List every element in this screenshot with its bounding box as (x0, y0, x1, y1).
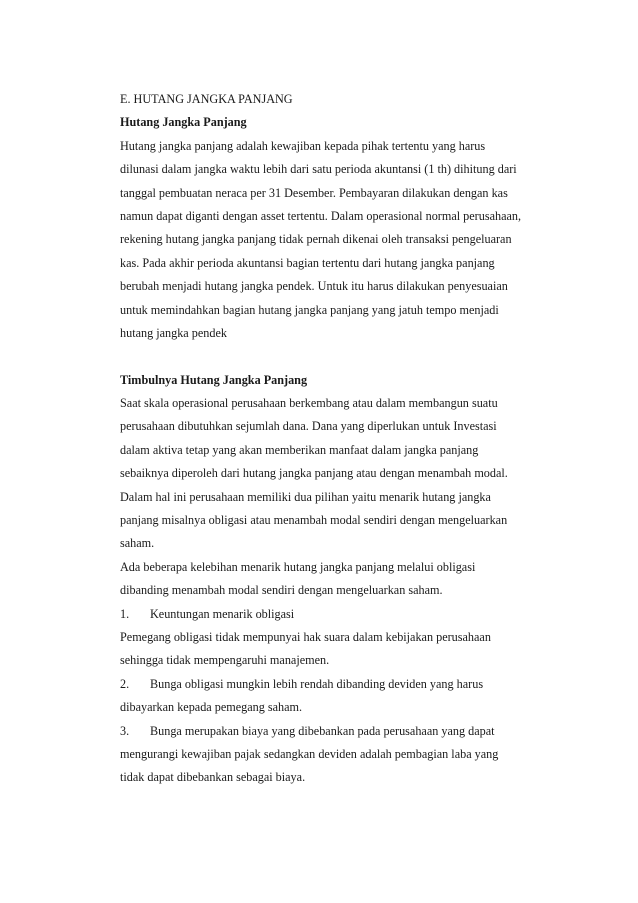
paragraph-line: rekening hutang jangka panjang tidak pernah dikenai oleh transaksi pengeluaran (120, 232, 512, 247)
list-item-body-line: sehingga tidak mempengaruhi manajemen. (120, 653, 330, 668)
paragraph-line: berubah menjadi hutang jangka pendek. Untuk itu harus dilakukan penyesuaian (120, 279, 508, 294)
paragraph-timbulnya (120, 392, 560, 603)
list-item-body-line: mengurangi kewajiban pajak sedangkan deviden adalah pembagian laba yang (120, 746, 499, 761)
paragraph-line: dilunasi dalam jangka waktu lebih dari satu perioda akuntansi (1 th) dihitung dari (120, 162, 517, 177)
list-item (120, 603, 560, 673)
blank-line (120, 345, 560, 368)
paragraph-line: perusahaan dibutuhkan sejumlah dana. Dana yang diperlukan untuk Investasi (120, 419, 497, 434)
paragraph-line: Hutang jangka panjang adalah kewajiban kepada pihak tertentu yang harus (120, 138, 486, 153)
paragraph-line: dibanding menambah modal sendiri dengan mengeluarkan saham. (120, 583, 443, 598)
list-item (120, 673, 560, 720)
paragraph-line: Ada beberapa kelebihan menarik hutang jangka panjang melalui obligasi (120, 559, 476, 574)
paragraph-line: Saat skala operasional perusahaan berkembang atau dalam membangun suatu (120, 396, 498, 411)
paragraph-line: saham. (120, 536, 155, 551)
list-item-heading (120, 603, 560, 626)
paragraph-line: Dalam hal ini perusahaan memiliki dua pilihan yaitu menarik hutang jangka (120, 489, 491, 504)
list-number: 1. (120, 606, 130, 621)
subheading-hutang-jangka-panjang: Hutang Jangka Panjang (120, 115, 247, 130)
list-item-title: Keuntungan menarik obligasi (150, 606, 295, 621)
numbered-list (120, 603, 560, 790)
paragraph-line: sebaiknya diperoleh dari hutang jangka panjang atau dengan menambah modal. (120, 466, 508, 481)
list-number: 2. (120, 676, 130, 691)
paragraph-line: panjang misalnya obligasi atau menambah modal sendiri dengan mengeluarkan (120, 513, 508, 528)
list-item-body-line: dibayarkan kepada pemegang saham. (120, 700, 303, 715)
paragraph-line: dalam aktiva tetap yang akan memberikan manfaat dalam jangka panjang (120, 442, 479, 457)
paragraph-line: namun dapat diganti dengan asset tertentu. Dalam operasional normal perusahaan, (120, 208, 522, 223)
paragraph-line: tanggal pembuatan neraca per 31 Desember. Pembayaran dilakukan dengan kas (120, 185, 508, 200)
list-item-title: Bunga merupakan biaya yang dibebankan pada perusahaan yang dapat (150, 723, 495, 738)
list-item-body-line: tidak dapat dibebankan sebagai biaya. (120, 770, 306, 785)
list-item-heading (120, 720, 560, 743)
list-item-heading (120, 673, 560, 696)
paragraph-definition (120, 135, 560, 346)
paragraph-line: hutang jangka pendek (120, 325, 227, 340)
list-number: 3. (120, 723, 130, 738)
paragraph-line: kas. Pada akhir perioda akuntansi bagian tertentu dari hutang jangka panjang (120, 255, 495, 270)
paragraph-line: untuk memindahkan bagian hutang jangka panjang yang jatuh tempo menjadi (120, 302, 499, 317)
document-body (120, 88, 560, 790)
list-item-title: Bunga obligasi mungkin lebih rendah dibanding deviden yang harus (150, 676, 484, 691)
list-item-body-line: Pemegang obligasi tidak mempunyai hak suara dalam kebijakan perusahaan (120, 629, 491, 644)
subheading-timbulnya-hutang: Timbulnya Hutang Jangka Panjang (120, 372, 308, 387)
section-heading: E. HUTANG JANGKA PANJANG (120, 92, 293, 106)
list-item (120, 720, 560, 790)
